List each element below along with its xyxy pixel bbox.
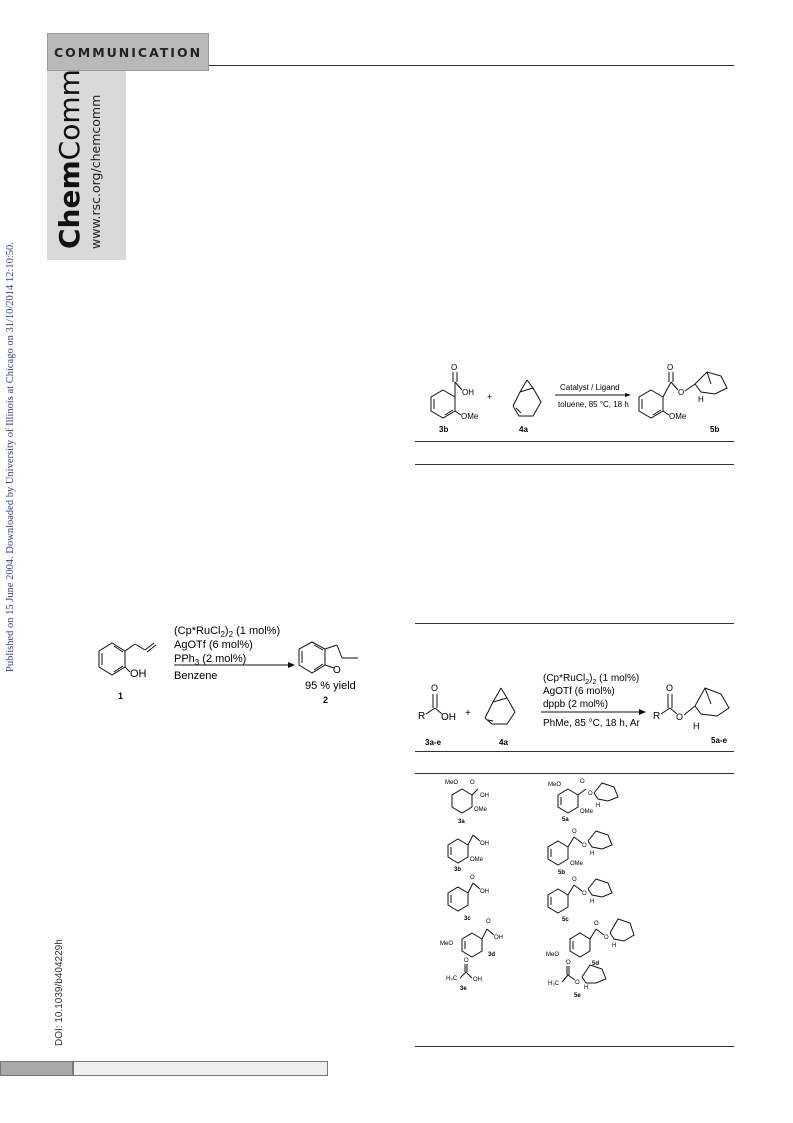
svg-text:OH: OH [441, 712, 456, 723]
svg-text:3a: 3a [458, 819, 465, 825]
label-5a-e: 5a-e [711, 736, 728, 745]
svg-text:MeO: MeO [440, 941, 454, 947]
svg-text:O: O [667, 363, 674, 372]
svg-text:O: O [572, 829, 577, 835]
svg-text:OH: OH [480, 889, 489, 895]
svg-text:O: O [470, 875, 475, 881]
svg-text:H: H [590, 899, 595, 905]
footer-journal-box [73, 1061, 328, 1076]
svg-text:MeO: MeO [548, 782, 562, 788]
label-4a-b: 4a [499, 738, 508, 747]
scheme3-cond2: AgOTf (6 mol%) [543, 686, 615, 697]
compound-2-label: 2 [323, 695, 329, 705]
scheme-1 [90, 618, 370, 708]
dihydrobenzofuran-structure [299, 642, 358, 676]
header-rule [209, 65, 734, 66]
norbornene-structure-2 [485, 688, 515, 724]
svg-text:O: O [582, 891, 587, 897]
row-5b [548, 829, 612, 876]
label-4a: 4a [519, 425, 528, 434]
svg-text:OMe: OMe [570, 861, 584, 867]
svg-text:5c: 5c [562, 917, 569, 923]
svg-text:O: O [582, 843, 587, 849]
svg-text:5b: 5b [558, 870, 566, 876]
acid-r-structure [418, 683, 456, 723]
row-5a [548, 779, 618, 823]
allylphenol-structure [99, 643, 156, 680]
svg-text:OH: OH [473, 977, 482, 983]
svg-text:O: O [580, 779, 585, 785]
scheme1-silver: AgOTf (6 mol%) [174, 639, 253, 651]
table-rule-3 [415, 623, 734, 624]
svg-text:O: O [678, 388, 685, 397]
svg-text:+: + [487, 392, 493, 402]
row-3e [446, 958, 482, 992]
svg-text:O: O [464, 958, 469, 964]
svg-text:O: O [575, 980, 580, 986]
svg-text:H₃C: H₃C [446, 976, 458, 982]
svg-text:H: H [590, 851, 595, 857]
table-rule-bottom [415, 1046, 734, 1047]
acid-3b-structure [431, 363, 479, 421]
svg-text:OMe: OMe [461, 412, 479, 421]
scheme1-catalyst: $(Cp*RuCl_2)_2$ (1 mol%) [174, 625, 281, 639]
compound-1-label: 1 [118, 691, 124, 701]
svg-text:O: O [470, 780, 475, 786]
logo-url: www.rsc.org/chemcomm [88, 94, 103, 249]
norbornene-structure [513, 380, 541, 416]
row-3c [448, 875, 489, 922]
svg-text:OMe: OMe [669, 412, 687, 421]
svg-text:R: R [418, 711, 426, 722]
scheme3-cond1: $(Cp*RuCl_2)_2$ (1 mol%) [543, 673, 640, 686]
table-rule-1 [415, 441, 734, 442]
scheme-3 [415, 668, 735, 748]
table-rule-2 [415, 464, 734, 465]
svg-text:+: + [465, 708, 471, 719]
svg-text:O: O [594, 921, 599, 927]
svg-text:OH: OH [480, 793, 489, 799]
scheme1-solvent: Benzene [174, 670, 218, 682]
svg-text:O: O [676, 712, 684, 722]
svg-text:O: O [572, 877, 577, 883]
svg-text:3b: 3b [454, 867, 462, 873]
row-3b [448, 835, 489, 873]
doi-note: DOI: 10.1039/b404229h [54, 939, 65, 1046]
svg-text:5a: 5a [562, 817, 569, 823]
logo-chem: Chem [53, 160, 86, 249]
svg-text:MeO: MeO [546, 952, 560, 958]
scheme2-cond-top: Catalyst / Ligand [560, 383, 620, 392]
svg-text:O: O [666, 683, 674, 693]
svg-text:O: O [431, 683, 439, 693]
logo-comm: Comm [53, 69, 86, 161]
scheme1-yield: 95 % yield [305, 680, 356, 692]
svg-text:H: H [698, 395, 704, 404]
scheme2-cond-bottom: toluene, 85 °C, 18 h [558, 400, 629, 409]
svg-text:H: H [584, 985, 589, 991]
svg-text:H: H [612, 943, 617, 949]
svg-text:3e: 3e [460, 986, 467, 992]
svg-text:MeO: MeO [445, 780, 459, 786]
svg-text:OMe: OMe [580, 809, 594, 815]
svg-text:3c: 3c [464, 916, 471, 922]
row-5c [548, 877, 612, 923]
scheme1-ring-o: O [333, 665, 341, 676]
svg-text:O: O [588, 791, 593, 797]
svg-text:5e: 5e [574, 993, 581, 999]
svg-text:OH: OH [480, 841, 489, 847]
table-rule-4 [415, 751, 734, 752]
svg-text:3d: 3d [488, 952, 496, 958]
footer-page-box [0, 1061, 73, 1076]
row-3d [440, 919, 503, 958]
ester-r-structure [653, 683, 729, 731]
svg-text:H₃C: H₃C [548, 981, 560, 987]
label-3a-e: 3a-e [425, 738, 442, 747]
scheme1-oh: OH [130, 668, 147, 680]
svg-text:O: O [486, 919, 491, 925]
substrate-table [440, 775, 660, 1020]
svg-text:5d: 5d [592, 961, 600, 967]
scheme3-cond4: PhMe, 85 °C, 18 h, Ar [543, 718, 640, 729]
ester-5b-structure [639, 363, 727, 421]
row-3a [445, 780, 489, 825]
svg-text:OH: OH [462, 388, 474, 397]
svg-text:H: H [693, 721, 700, 731]
svg-text:R: R [653, 711, 661, 722]
svg-text:OH: OH [494, 935, 503, 941]
scheme-2 [415, 362, 735, 437]
scheme1-ligand: PPh$_3$ (2 mol%) [174, 653, 247, 667]
label-3b: 3b [439, 425, 449, 434]
svg-text:OMe: OMe [470, 857, 484, 863]
svg-text:OMe: OMe [474, 807, 488, 813]
svg-text:O: O [451, 363, 458, 372]
svg-text:O: O [566, 960, 571, 966]
section-label: COMMUNICATION [47, 33, 209, 71]
row-5d [546, 919, 634, 967]
label-5b: 5b [710, 425, 720, 434]
svg-text:O: O [604, 935, 609, 941]
published-note[interactable]: Published on 15 June 2004. Downloaded by University of Illinois at Chicago on 31/10/2014 12:10:50. [5, 242, 16, 672]
scheme3-cond3: dppb (2 mol%) [543, 699, 609, 710]
table-rule-5 [415, 773, 734, 774]
journal-logo [47, 71, 126, 260]
svg-text:H: H [596, 803, 601, 809]
